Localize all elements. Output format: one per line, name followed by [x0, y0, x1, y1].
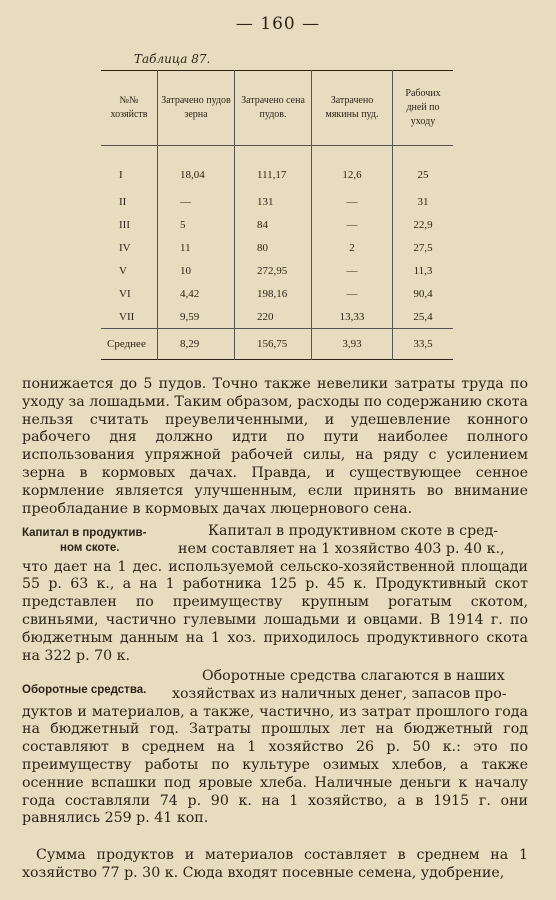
cell-grain: 18,04: [158, 146, 235, 191]
cell-chaff: —: [312, 282, 393, 305]
cell-grain: 10: [158, 259, 235, 282]
cell-grain: 9,59: [158, 305, 235, 329]
cell-grain: —: [158, 190, 235, 213]
cell-hay: 84: [235, 213, 312, 236]
table-row: [101, 236, 453, 259]
table-caption: Таблица 87.: [134, 52, 211, 66]
data-table: [101, 70, 453, 360]
cell-hay: 131: [235, 190, 312, 213]
table-row: [101, 190, 453, 213]
paragraph-horse-costs: понижается до 5 пудов. Точно также невелики затраты труда по уходу за лошадьми. Таким образом, расходы по содержанию скота нельзя считать преувеличенными, и удешевление конного рабочего дня должно идти по пути наиболее полного использования упряжной рабочей силы, на ряду с усилением зерна в кормовых дачах. Правда, и существующее сенное кормление является улучшенным, если принять во внимание преобладание в кормовых дачах люцернового сена.: [22, 376, 528, 517]
cell-grain: 11: [158, 236, 235, 259]
page-number: — 160 —: [235, 14, 321, 34]
header-chaff: Затрачено мякины пуд.: [312, 71, 393, 146]
cell-farm: III: [119, 218, 130, 231]
header-work-days: Рабочих дней по уходу: [393, 71, 454, 146]
cell-work-days: 25,4: [393, 305, 454, 329]
cell-chaff: 12,6: [312, 146, 393, 191]
cell-hay: 156,75: [235, 329, 312, 360]
paragraph-working-capital: [22, 668, 528, 828]
cell-chaff: 13,33: [312, 305, 393, 329]
table-average-row: [101, 329, 453, 360]
cell-work-days: 33,5: [393, 329, 454, 360]
cell-average-label: Среднее: [101, 329, 158, 360]
table-row: [101, 146, 453, 191]
cell-hay: 80: [235, 236, 312, 259]
paragraph-line: Капитал в продуктивном скоте в сред-: [208, 523, 499, 539]
side-heading-line: Капитал в продуктив-: [22, 527, 147, 539]
cell-farm: V: [119, 264, 127, 277]
cell-hay: 198,16: [235, 282, 312, 305]
cell-work-days: 11,3: [393, 259, 454, 282]
paragraph-line: Оборотные средства слагаются в наших: [202, 668, 505, 684]
cell-work-days: 22,9: [393, 213, 454, 236]
cell-chaff: —: [312, 190, 393, 213]
paragraph-livestock-capital: [22, 523, 528, 665]
paragraph-line: нем составляет на 1 хозяйство 403 р. 40 к.,: [178, 540, 505, 557]
cell-grain: 4,42: [158, 282, 235, 305]
table-row: [101, 259, 453, 282]
cell-chaff: 2: [312, 236, 393, 259]
cell-grain: 5: [158, 213, 235, 236]
cell-hay: 220: [235, 305, 312, 329]
table-header-row: [101, 71, 453, 146]
header-hay: Затрачено сена пудов.: [235, 71, 312, 146]
cell-hay: 272,95: [235, 259, 312, 282]
side-heading-line: ном скоте.: [60, 542, 120, 554]
cell-work-days: 90,4: [393, 282, 454, 305]
cell-farm: VII: [119, 310, 135, 323]
cell-farm: I: [119, 169, 123, 181]
paragraph-line: хозяйствах из наличных денег, запасов про-: [172, 685, 507, 702]
cell-farm: IV: [119, 241, 131, 254]
cell-work-days: 31: [393, 190, 454, 213]
side-heading-working-capital: Оборотные средства.: [22, 684, 147, 696]
table-row: [101, 305, 453, 329]
cell-farm: II: [119, 195, 127, 208]
paragraph-products-materials: Сумма продуктов и материалов составляет в среднем на 1 хозяйство 77 р. 30 к. Сюда входят посевные семена, удобрение,: [22, 847, 528, 881]
table-row: [101, 213, 453, 236]
cell-farm: VI: [119, 287, 131, 300]
cell-chaff: 3,93: [312, 329, 393, 360]
cell-chaff: —: [312, 259, 393, 282]
header-grain: Затрачено пудов зерна: [158, 71, 235, 146]
cell-hay: 111,17: [235, 146, 312, 191]
header-farm-number: №№ хозяйств: [101, 71, 158, 146]
paragraph-text: что дает на 1 дес. используемой сельско-хозяйственной площади 55 р. 63 к., а на 1 работника 125 р. 45 к. Продуктивный скот представлен по преимуществу крупным рогатым скотом, свиньями, частично гулевыми лошадьми и овцами. В 1914 г. по бюджетным данным на 1 хоз. приходилось продуктивного скота на 322 р. 70 к.: [22, 558, 528, 664]
table-row: [101, 282, 453, 305]
cell-work-days: 27,5: [393, 236, 454, 259]
cell-chaff: —: [312, 213, 393, 236]
cell-grain: 8,29: [158, 329, 235, 360]
paragraph-text: дуктов и материалов, а также, частично, из затрат прошлого года на бюджетный год. Затраты прошлых лет на бюджетный год составляют в среднем на 1 хозяйство 26 р. 50 к.: это по преимуществу работы по культуре озимых хлебов, а также осенние вспашки под яровые хлеба. Наличные деньги к началу года составляли 74 р. 90 к. на 1 хозяйство, а в 1915 г. они равнялись 259 р. 41 коп.: [22, 703, 528, 827]
cell-work-days: 25: [393, 146, 454, 191]
